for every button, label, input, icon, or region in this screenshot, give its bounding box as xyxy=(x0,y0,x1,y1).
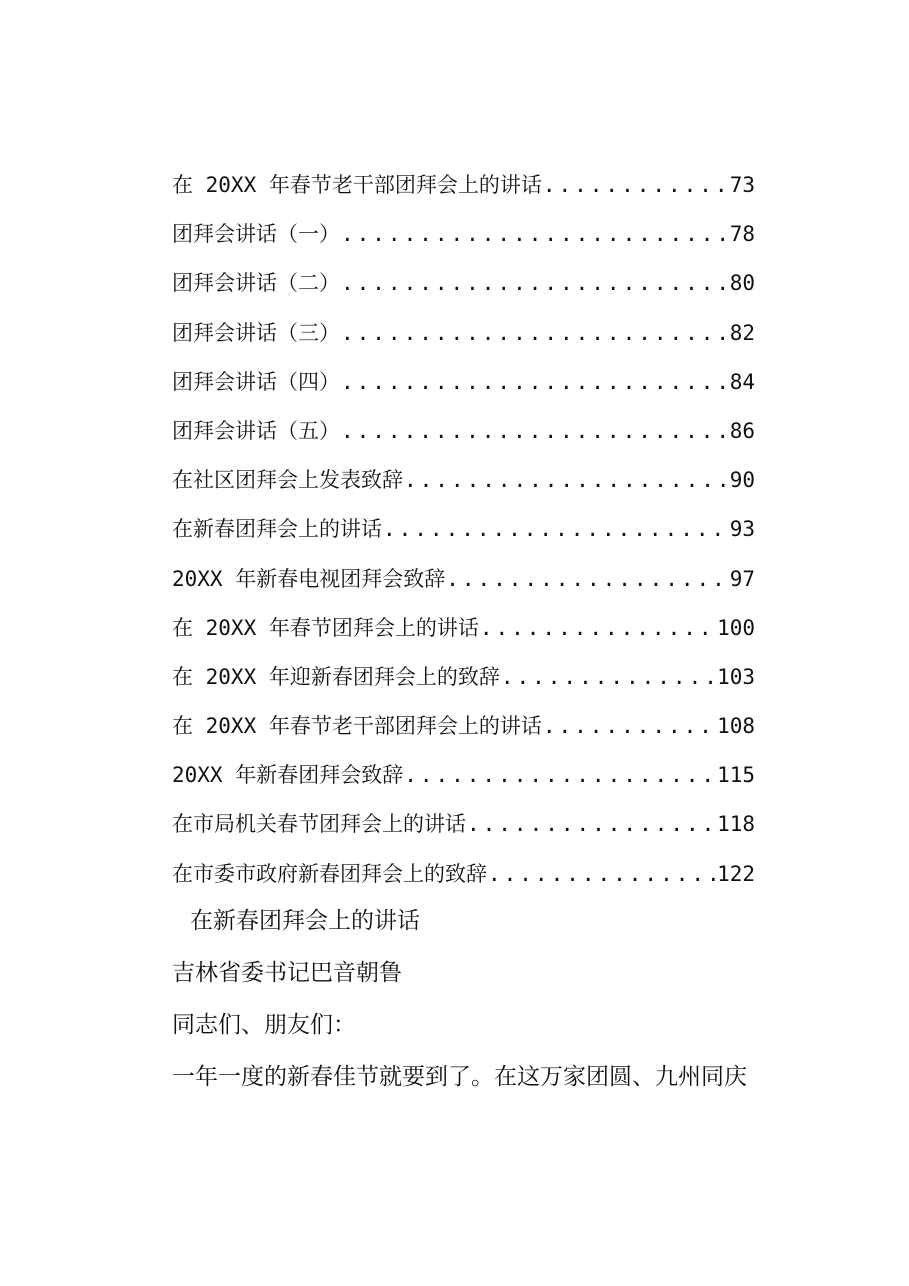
toc-entry-title: 在新春团拜会上的讲话 xyxy=(172,517,382,542)
toc-leader-dots xyxy=(480,610,716,646)
toc-leader-dots xyxy=(543,167,729,203)
toc-entry-title: 在市局机关春节团拜会上的讲话 xyxy=(172,812,466,837)
toc-entry-page: 78 xyxy=(729,222,755,247)
toc-entry-title: 在 20XX 年春节老干部团拜会上的讲话 xyxy=(172,714,542,739)
toc-entry[interactable] xyxy=(172,413,755,462)
toc-entry[interactable] xyxy=(172,561,755,610)
toc-entry[interactable] xyxy=(172,315,755,364)
toc-entry-title: 团拜会讲话（四） xyxy=(172,369,340,394)
toc-entry-page: 97 xyxy=(729,566,755,591)
toc-leader-dots xyxy=(467,806,716,842)
toc-leader-dots xyxy=(501,659,716,695)
toc-entry-title: 团拜会讲话（一） xyxy=(172,222,340,247)
toc-entry[interactable] xyxy=(172,757,755,806)
toc-entry-title: 在 20XX 年迎新春团拜会上的致辞 xyxy=(172,664,500,689)
article-salutation: 同志们、朋友们： xyxy=(172,1012,356,1038)
toc-entry-title: 团拜会讲话（五） xyxy=(172,418,340,443)
toc-leader-dots xyxy=(404,462,729,498)
toc-entry-title: 团拜会讲话（三） xyxy=(172,320,340,345)
toc-entry[interactable] xyxy=(172,511,755,560)
toc-entry-page: 82 xyxy=(729,320,755,345)
toc-entry-title: 在 20XX 年春节老干部团拜会上的讲话 xyxy=(172,173,542,197)
toc-leader-dots xyxy=(543,708,716,744)
toc-entry-page: 93 xyxy=(729,517,755,542)
toc-entry[interactable] xyxy=(172,659,755,708)
toc-entry[interactable] xyxy=(172,364,755,413)
toc-entry[interactable] xyxy=(172,265,755,314)
toc-leader-dots xyxy=(383,511,729,547)
toc-entry-title: 团拜会讲话（二） xyxy=(172,271,340,296)
toc-leader-dots xyxy=(341,364,729,400)
toc-leader-dots xyxy=(446,561,728,597)
toc-entry[interactable] xyxy=(172,216,755,265)
toc-leader-dots xyxy=(341,413,729,449)
toc-entry-page: 103 xyxy=(717,664,755,689)
toc-entry[interactable] xyxy=(172,806,755,855)
toc-entry-page: 115 xyxy=(717,763,755,788)
toc-entry[interactable] xyxy=(172,462,755,511)
toc-leader-dots xyxy=(404,757,716,793)
toc-entry[interactable] xyxy=(172,167,755,216)
table-of-contents xyxy=(172,167,755,905)
toc-entry-page: 108 xyxy=(717,714,755,739)
toc-entry-page: 122 xyxy=(717,861,755,886)
toc-entry-page: 90 xyxy=(729,468,755,493)
toc-leader-dots xyxy=(341,265,729,301)
toc-entry-page: 118 xyxy=(717,812,755,837)
toc-entry-title: 20XX 年新春电视团拜会致辞 xyxy=(172,566,446,591)
toc-entry-page: 100 xyxy=(717,615,755,640)
toc-leader-dots xyxy=(341,315,729,351)
toc-leader-dots xyxy=(341,216,729,252)
toc-entry-page: 73 xyxy=(729,173,755,197)
toc-entry-page: 84 xyxy=(729,369,755,394)
toc-entry-title: 在市委市政府新春团拜会上的致辞 xyxy=(172,861,487,886)
toc-entry-page: 80 xyxy=(729,271,755,296)
toc-entry-page: 86 xyxy=(729,418,755,443)
article-body xyxy=(172,903,812,1111)
toc-entry-title: 在社区团拜会上发表致辞 xyxy=(172,468,403,493)
toc-entry[interactable] xyxy=(172,856,755,905)
toc-entry-title: 在 20XX 年春节团拜会上的讲话 xyxy=(172,615,479,640)
toc-entry[interactable] xyxy=(172,610,755,659)
toc-entry[interactable] xyxy=(172,708,755,757)
article-paragraph: 一年一度的新春佳节就要到了。在这万家团圆、九州同庆 xyxy=(172,1064,747,1090)
toc-leader-dots xyxy=(488,856,716,892)
toc-entry-title: 20XX 年新春团拜会致辞 xyxy=(172,763,404,788)
article-author: 吉林省委书记巴音朝鲁 xyxy=(172,960,402,986)
article-heading: 在新春团拜会上的讲话 xyxy=(190,908,420,934)
